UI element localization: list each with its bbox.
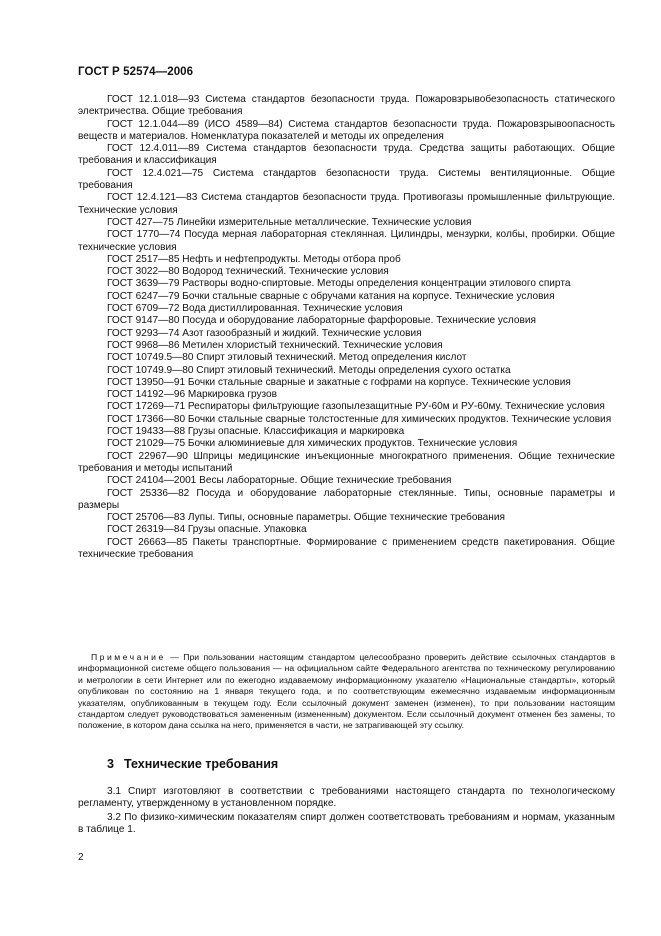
reference-item: ГОСТ 12.4.021—75 Система стандартов безопасности труда. Системы вентиляционные. Общие требования [78, 167, 615, 192]
reference-item: ГОСТ 12.4.011—89 Система стандартов безопасности труда. Средства защиты работающих. Общие требования и классификация [78, 143, 615, 167]
reference-item: ГОСТ 12.1.044—89 (ИСО 4589—84) Система стандартов безопасности труда. Пожаровзрывоопасность веществ и материалов. Номенклатура показателей и методы их определения [78, 118, 615, 142]
reference-item: ГОСТ 24104—2001 Весы лабораторные. Общие технические требования [107, 475, 452, 487]
reference-item: ГОСТ 2517—85 Нефть и нефтепродукты. Методы отбора проб [107, 253, 401, 265]
reference-item: ГОСТ 26663—85 Пакеты транспортные. Формирование с применением средств пакетирования. Общие технические требования [78, 536, 615, 560]
reference-item: ГОСТ 9968—86 Метилен хлористый технический. Технические условия [107, 339, 443, 351]
reference-item: ГОСТ 17366—80 Бочки стальные сварные толстостенные для химических продуктов. Технические условия [107, 413, 612, 425]
reference-item: ГОСТ 9147—80 Посуда и оборудование лабораторные фарфоровые. Технические условия [107, 315, 536, 327]
paragraph: 3.2 По физико-химическим показателям спирт должен соответствовать требованиям и нормам, указанным в таблице 1. [78, 811, 615, 836]
reference-item: ГОСТ 25336—82 Посуда и оборудование лабораторные стеклянные. Типы, основные параметры и размеры [78, 487, 615, 511]
document-header: ГОСТ Р 52574—2006 [78, 66, 194, 78]
note-text: — При пользовании настоящим стандартом целесообразно проверить действие ссылочных стандартов в информационной системе общего пользования — на официальном сайте Федерального агентства по техническому регулированию и метрологии в сети Интернет или по ежегодно издаваемому информационному указателю «Национальные стандарты», который опубликован по состоянию на 1 января текущего года, и по соответствующим ежемесячно издаваемым информационным указателям, опубликованным в текущем году. Если ссылочный документ заменен (изменен), то при пользовании настоящим стандартом следует руководствоваться замененным (измененным) документом. Если ссылочный документ отменен без замены, то положение, в котором дана ссылка на него, применяется в части, не затрагивающей эту ссылку. [78, 652, 616, 731]
reference-item: ГОСТ 21029—75 Бочки алюминиевые для химических продуктов. Технические условия [107, 438, 518, 450]
normative-references-list [78, 94, 615, 561]
reference-item: ГОСТ 13950—91 Бочки стальные сварные и закатные с гофрами на корпусе. Технические условия [107, 376, 571, 388]
reference-item: ГОСТ 3022—80 Водород технический. Технические условия [107, 266, 389, 278]
reference-item: ГОСТ 3639—79 Растворы водно-спиртовые. Методы определения концентрации этилового спирта [107, 278, 571, 290]
reference-item: ГОСТ 26319—84 Грузы опасные. Упаковка [107, 524, 307, 536]
reference-item: ГОСТ 9293—74 Азот газообразный и жидкий. Технические условия [107, 327, 422, 339]
reference-item: ГОСТ 10749.9—80 Спирт этиловый технический. Методы определения сухого остатка [107, 364, 511, 376]
note-label: Примечание [91, 652, 166, 662]
section-title: Технические требования [123, 757, 279, 771]
reference-item: ГОСТ 19433—88 Грузы опасные. Классификация и маркировка [107, 426, 405, 438]
reference-item: ГОСТ 10749.5—80 Спирт этиловый технический. Метод определения кислот [107, 352, 467, 364]
section-number: 3 [107, 757, 114, 771]
reference-item: ГОСТ 25706—83 Лупы. Типы, основные параметры. Общие технические требования [107, 512, 505, 524]
section-heading [107, 757, 278, 771]
reference-item: ГОСТ 12.4.121—83 Система стандартов безопасности труда. Противогазы промышленные фильтрующие. Технические условия [78, 192, 615, 216]
reference-item: ГОСТ 17269—71 Респираторы фильтрующие газопылезащитные РУ-60м и РУ-60му. Технические условия [107, 401, 605, 413]
page-number: 2 [78, 852, 84, 863]
reference-item: ГОСТ 6247—79 Бочки стальные сварные с обручами катания на корпусе. Технические условия [107, 290, 555, 302]
reference-item: ГОСТ 6709—72 Вода дистиллированная. Технические условия [107, 303, 403, 315]
paragraph: 3.1 Спирт изготовляют в соответствии с требованиями настоящего стандарта по технологическому регламенту, утвержденному в установленном порядке. [78, 786, 615, 810]
reference-item: ГОСТ 14192—96 Маркировка грузов [107, 389, 278, 401]
reference-item: ГОСТ 427—75 Линейки измерительные металлические. Технические условия [107, 216, 472, 228]
reference-item: ГОСТ 1770—74 Посуда мерная лабораторная стеклянная. Цилиндры, мензурки, колбы, пробирки. Общие технические условия [78, 229, 615, 253]
reference-item: ГОСТ 12.1.018—93 Система стандартов безопасности труда. Пожаровзрывобезопасность статического электричества. Общие требования [78, 94, 615, 118]
reference-item: ГОСТ 22967—90 Шприцы медицинские инъекционные многократного применения. Общие технические требования и методы испытаний [78, 450, 615, 474]
note-block [78, 652, 615, 732]
section-body [78, 786, 615, 838]
